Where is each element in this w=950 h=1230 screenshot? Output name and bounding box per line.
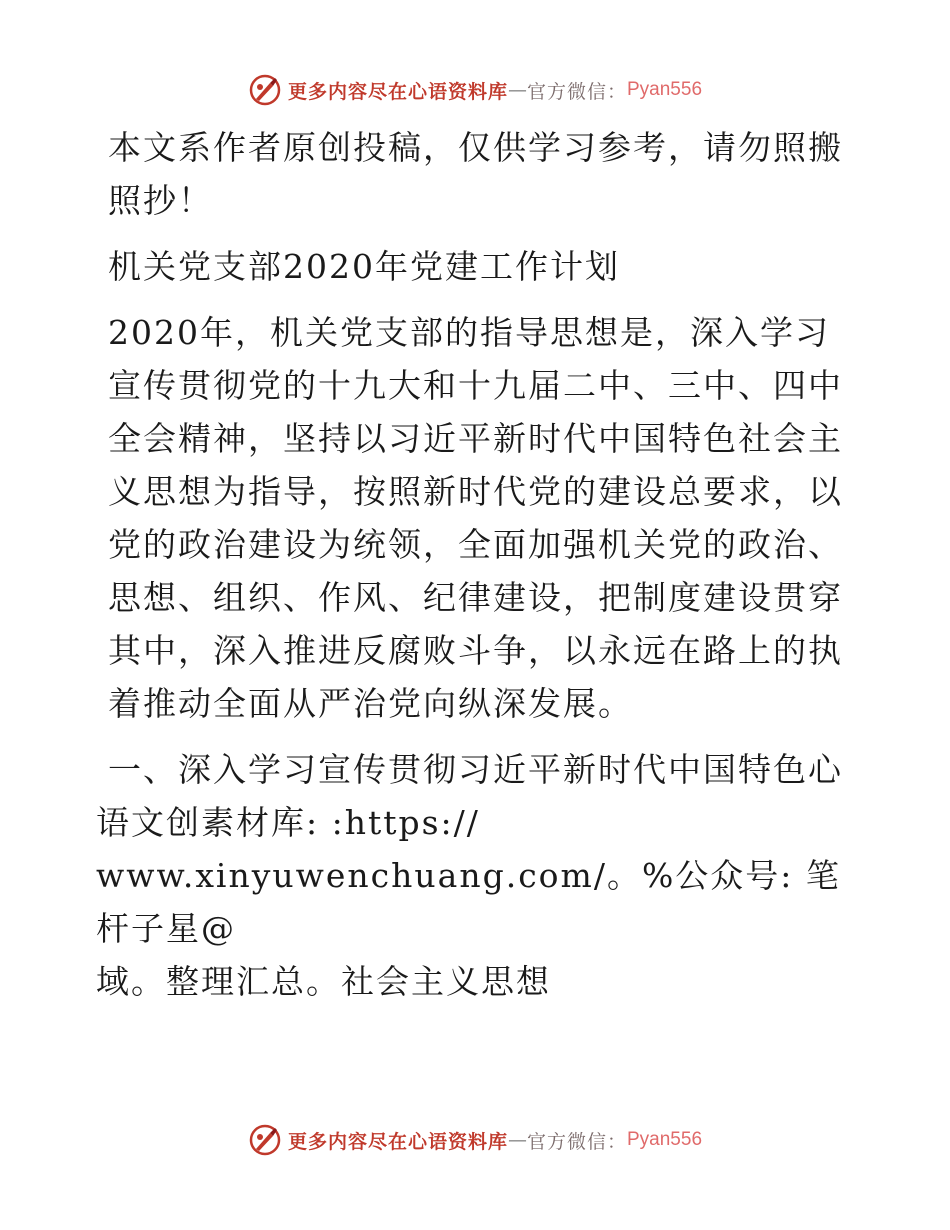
banner-wechat-id: Pyan556 [627, 1129, 703, 1150]
banner-main-text: 更多内容尽在心语资料库 [287, 80, 508, 103]
inserted-text-line2: www.xinyuwenchuang.com/。%公众号: 笔杆子星@ [96, 856, 841, 948]
banner-sub-text: 官方微信： [526, 1130, 627, 1153]
footer-banner [0, 1120, 950, 1160]
section-block [96, 743, 856, 1008]
section-heading-start: 一、深入学习宣传贯彻习近平新时代中国特色心 [108, 750, 843, 789]
banner-dash: — [507, 1129, 527, 1151]
quill-logo-icon [248, 73, 282, 107]
banner-wechat-id: Pyan556 [627, 79, 703, 100]
quill-logo-icon [248, 1123, 282, 1157]
document-content [96, 121, 856, 1008]
body-paragraph: 2020年，机关党支部的指导思想是，深入学习宣传贯彻党的十九大和十九届二中、三中、四中全会精神，坚持以习近平新时代中国特色社会主义思想为指导，按照新时代党的建设总要求，以党的政治建设为统领，全面加强机关党的政治、思想、组织、作风、纪律建设，把制度建设贯穿其中，深入推进反腐败斗争，以永远在路上的执着推动全面从严治党向纵深发展。 [108, 313, 843, 723]
banner-dash: — [507, 79, 527, 101]
section-heading-end: 域。整理汇总。社会主义思想 [96, 962, 551, 1001]
banner-main-text: 更多内容尽在心语资料库 [287, 1130, 508, 1153]
banner-sub-text: 官方微信： [526, 80, 627, 103]
document-title: 机关党支部2020年党建工作计划 [108, 247, 620, 286]
inserted-text-line1: 语文创素材库: :https:// [96, 803, 480, 842]
header-banner [0, 70, 950, 110]
notice-paragraph: 本文系作者原创投稿，仅供学习参考，请勿照搬照抄！ [108, 128, 843, 220]
